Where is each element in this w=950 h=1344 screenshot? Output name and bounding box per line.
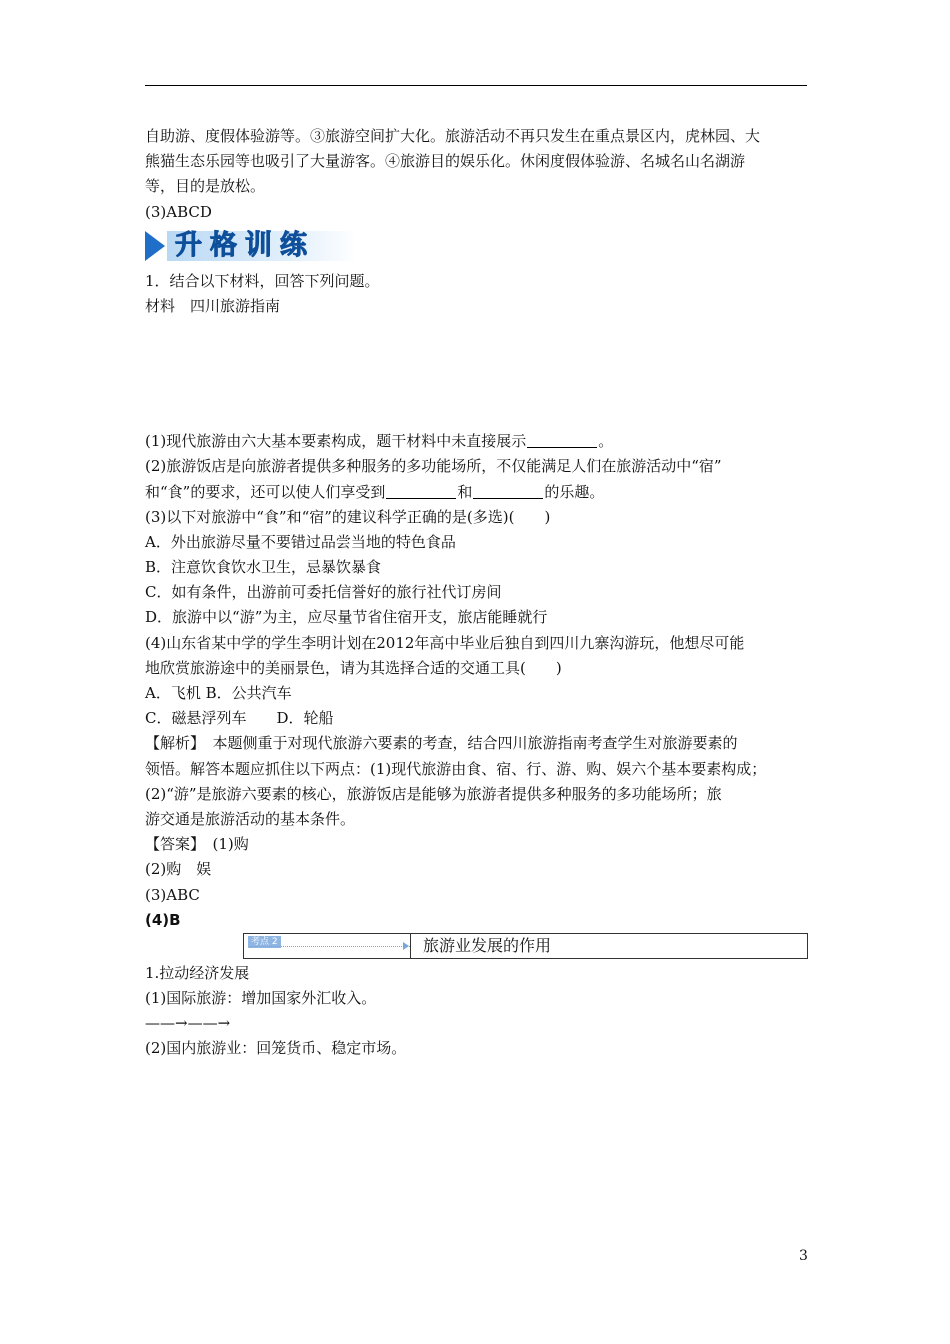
answer-line: 【答案】 (1)购 bbox=[145, 835, 249, 854]
answer-blank bbox=[527, 432, 597, 448]
paragraph-line: 自助游、度假体验游等。③旅游空间扩大化。旅游活动不再只发生在重点景区内，虎林园、大 bbox=[145, 127, 761, 145]
option: C．如有条件，出游前可委托信誉好的旅行社代订房间 bbox=[145, 583, 502, 602]
sub-question-4-cont: 地欣赏旅游途中的美丽景色，请为其选择合适的交通工具( ) bbox=[145, 658, 562, 677]
material-label: 材料 四川旅游指南 bbox=[145, 296, 281, 315]
banner-title: 升格训练 bbox=[175, 229, 315, 261]
previous-answer: (3)ABCD bbox=[145, 202, 212, 221]
option: B．注意饮食饮水卫生，忌暴饮暴食 bbox=[145, 558, 382, 577]
sub-question-3: (3)以下对旅游中“食”和“宿”的建议科学正确的是(多选)( ) bbox=[145, 507, 551, 526]
header-rule bbox=[145, 85, 807, 86]
analysis-line: 【解析】 本题侧重于对现代旅游六要素的考查，结合四川旅游指南考查学生对旅游要素的 bbox=[145, 734, 738, 753]
answer-line: (4)B bbox=[145, 910, 181, 929]
sub-question-2-cont: 和“食”的要求，还可以使人们享受到 和 的乐趣。 bbox=[145, 482, 605, 501]
section-line: (1)国际旅游：增加国家外汇收入。 bbox=[145, 989, 377, 1008]
play-triangle-icon bbox=[145, 231, 165, 261]
option: A．外出旅游尽量不要错过品尝当地的特色食品 bbox=[145, 532, 456, 551]
paragraph-line: 熊猫生态乐园等也吸引了大量游客。④旅游目的娱乐化。休闲度假体验游、名城名山名湖游 bbox=[145, 152, 746, 171]
sub-question-2: (2)旅游饭店是向旅游者提供多种服务的多功能场所，不仅能满足人们在旅游活动中“宿” bbox=[145, 457, 722, 476]
topic-title: 旅游业发展的作用 bbox=[423, 935, 552, 955]
option: D．旅游中以“游”为主，应尽量节省住宿开支，旅店能睡就行 bbox=[145, 608, 548, 627]
answer-blank bbox=[386, 483, 456, 499]
section-line: (2)国内旅游业：回笼货币、稳定市场。 bbox=[145, 1039, 407, 1058]
answer-blank bbox=[473, 483, 543, 499]
analysis-line: (2)“游”是旅游六要素的核心，旅游饭店是能够为旅游者提供多种服务的多功能场所；旅 bbox=[145, 784, 722, 803]
topic-box bbox=[145, 933, 807, 959]
question-stem: 1．结合以下材料，回答下列问题。 bbox=[145, 271, 380, 290]
paragraph-line: 等，目的是放松。 bbox=[145, 177, 266, 196]
answer-line: (2)购 娱 bbox=[145, 860, 212, 879]
answer-line: (3)ABC bbox=[145, 885, 200, 904]
option: A．飞机 B．公共汽车 bbox=[145, 684, 292, 702]
section-line: ——→——→ bbox=[145, 1014, 231, 1033]
arrow-right-icon bbox=[403, 942, 409, 950]
page-content bbox=[145, 124, 807, 1062]
section-banner bbox=[145, 227, 375, 265]
page-number: 3 bbox=[799, 1248, 808, 1264]
topic-tag: 考点 2 bbox=[248, 936, 281, 948]
sub-question-1: (1)现代旅游由六大基本要素构成，题干材料中未直接展示 。 bbox=[145, 432, 614, 451]
section-line: 1.拉动经济发展 bbox=[145, 963, 250, 982]
sub-question-4: (4)山东省某中学的学生李明计划在2012年高中毕业后独自到四川九寨沟游玩，他想尽可能 bbox=[145, 633, 745, 652]
analysis-line: 领悟。解答本题应抓住以下两点：(1)现代旅游由食、宿、行、游、购、娱六个基本要素构成； bbox=[145, 759, 767, 778]
option: C．磁悬浮列车 D．轮船 bbox=[145, 709, 334, 728]
material-image-area bbox=[145, 319, 807, 429]
analysis-line: 游交通是旅游活动的基本条件。 bbox=[145, 809, 356, 828]
